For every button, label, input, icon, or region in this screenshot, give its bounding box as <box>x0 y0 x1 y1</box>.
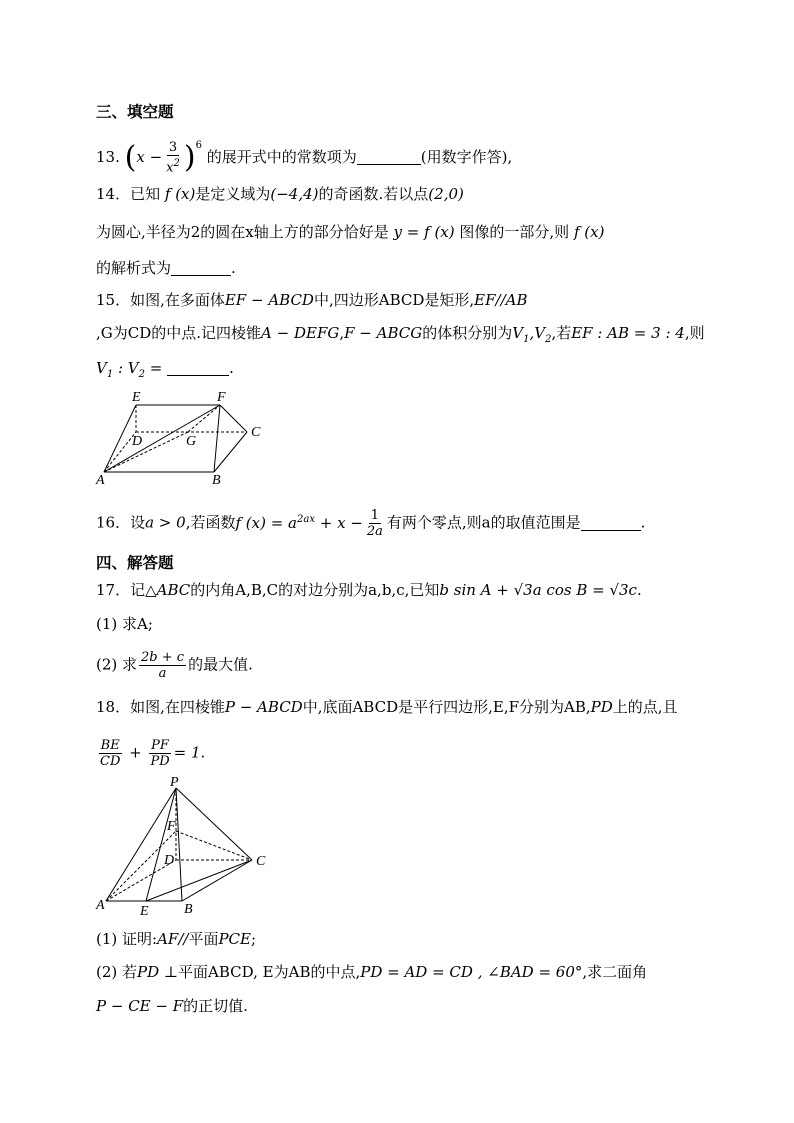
label-f: F <box>167 819 176 834</box>
q14-fx: f (x) <box>164 185 196 203</box>
q18-part-2b: PD ⊥ <box>137 963 179 981</box>
q16-end: . <box>640 513 646 532</box>
question-15-line-1 <box>96 290 527 310</box>
q15-line-2c: ,若 <box>551 324 572 342</box>
q15-parallel: EF//AB <box>474 291 528 309</box>
q13-rparen: ) <box>183 140 196 175</box>
q18-text-1: 中,底面ABCD是平行四边形,E,F分别为AB, <box>302 698 591 716</box>
q14-y-eq-fx: y = f (x) <box>388 223 460 241</box>
q18-fraction-2 <box>148 738 171 769</box>
section-3-heading: 三、填空题 <box>96 103 174 121</box>
label-c: C <box>256 854 266 869</box>
q17-part-2 <box>96 650 253 681</box>
figure-pyramid <box>92 776 272 916</box>
q17-equation: b sin A + √3a cos B = √3c <box>439 581 637 599</box>
q15-line-2b: 的体积分别为 <box>422 324 513 342</box>
q17-triangle: △ABC <box>145 581 191 599</box>
q15-polyhedron: EF − ABCD <box>224 291 314 309</box>
question-13 <box>96 136 512 176</box>
q15-answer-blank[interactable] <box>167 360 229 376</box>
edge-pa <box>106 788 176 901</box>
label-a: A <box>96 898 105 913</box>
q18-part-1e: ; <box>250 930 257 948</box>
q18-part-1c: 平面 <box>188 930 219 948</box>
q18-part-2d: PD = AD = CD , ∠BAD = 60° <box>360 963 583 981</box>
q14-line-3: 的解析式为 <box>96 259 172 277</box>
q13-lparen: ( <box>124 140 137 175</box>
q18-line-3b: 的正切值. <box>183 997 248 1015</box>
q15-text-1: 中,四边形ABCD是矩形, <box>313 291 475 309</box>
q16-function: f $(x) = a^{2ax} + x$ − <box>235 513 363 532</box>
q18-text-2: 上的点,且 <box>612 698 678 716</box>
edge-pb <box>176 788 182 901</box>
q17-number: 17．记 <box>96 581 146 599</box>
edge-gf <box>188 405 220 432</box>
q14-text-2: 的奇函数.若以点 <box>318 185 429 203</box>
figure-polyhedron <box>92 390 272 485</box>
q14-domain: (−4,4) <box>270 185 319 203</box>
q14-line-2b: 图像的一部分,则 <box>459 223 570 241</box>
label-f: F <box>217 390 226 405</box>
q17-part-1: (1) 求A; <box>96 615 153 633</box>
q16-frac-den: 2a <box>366 524 383 539</box>
q18-part-2c: 平面ABCD, E为AB的中点, <box>178 963 361 981</box>
q15-line-2d: ,则 <box>684 324 705 342</box>
label-g: G <box>186 434 197 449</box>
edge-ec <box>146 860 252 901</box>
question-15-line-3 <box>96 358 234 385</box>
q18-f2-den: PD <box>150 754 170 769</box>
q18-part-2-line-2 <box>96 996 248 1016</box>
q13-frac-den: $x^2$ <box>166 158 180 176</box>
q14-line-2a: 为圆心,半径为2的圆在x轴上方的部分恰好是 <box>96 223 389 241</box>
edge-bc <box>182 860 252 901</box>
q18-eq-end: = 1. <box>173 743 206 762</box>
q17-frac-num: 2b + c <box>141 650 185 665</box>
question-15-line-2 <box>96 323 705 350</box>
q18-part-2a: (2) 若 <box>96 963 138 981</box>
question-14-line-3 <box>96 258 236 278</box>
question-17 <box>96 580 642 600</box>
q13-frac-num: 3 <box>168 140 178 156</box>
q16-text-2: 有两个零点,则a的取值范围是 <box>386 513 581 532</box>
q13-fraction <box>164 140 182 175</box>
q17-fraction <box>139 650 186 681</box>
q18-f2-num: PF <box>151 738 169 753</box>
q14-point: (2,0) <box>428 185 464 203</box>
q15-ratio: EF : AB = 3 : 4 <box>571 324 685 342</box>
q15-pyramid-2: F − ABCG <box>344 324 423 342</box>
q16-number: 16．设 <box>96 513 146 532</box>
q18-dihedral: P − CE − F <box>96 997 184 1015</box>
label-p: P <box>170 776 179 790</box>
label-e: E <box>132 390 141 405</box>
q17-end: . <box>636 581 642 599</box>
q13-answer-blank[interactable] <box>357 149 421 165</box>
q16-answer-blank[interactable] <box>581 515 641 531</box>
label-d: D <box>164 853 175 868</box>
question-16 <box>96 508 645 539</box>
q18-pyramid: P − ABCD <box>224 698 303 716</box>
label-a: A <box>96 473 105 485</box>
q16-condition: a > 0 <box>145 513 186 532</box>
question-14-line-1 <box>96 184 464 204</box>
question-18-line-2 <box>96 738 205 769</box>
q18-part-2 <box>96 962 647 982</box>
q18-part-1d: PCE <box>218 930 251 948</box>
edge-bc <box>214 432 247 472</box>
q16-fraction <box>365 508 385 539</box>
q17-part-2b: 的最大值. <box>188 655 253 674</box>
q16-frac-num: 1 <box>370 508 380 523</box>
q18-number: 18．如图,在四棱锥 <box>96 698 225 716</box>
label-b: B <box>184 902 193 916</box>
q18-part-1b: AF// <box>157 930 189 948</box>
q14-fx-2: f (x) <box>569 223 605 241</box>
q18-part-1 <box>96 929 256 949</box>
q14-end: . <box>231 259 236 277</box>
label-b: B <box>212 473 221 485</box>
q14-text-1: 是定义域为 <box>195 185 271 203</box>
q18-fraction-1 <box>98 738 122 769</box>
q15-volumes: $V_1,V_2$ <box>512 324 552 345</box>
question-14-line-2 <box>96 222 604 242</box>
q15-pyramid-1: A − DEFG <box>261 324 340 342</box>
q18-plus: + <box>124 743 147 762</box>
q15-comma: , <box>339 324 345 342</box>
section-4-heading: 四、解答题 <box>96 554 174 572</box>
label-c: C <box>251 425 261 440</box>
q17-text-1: 的内角A,B,C的对边分别为a,b,c,已知 <box>190 581 440 599</box>
edge-af <box>104 405 220 472</box>
edge-fb <box>214 405 220 472</box>
q18-part-1a: (1) 证明: <box>96 930 158 948</box>
label-d: D <box>132 434 143 449</box>
q14-number: 14．已知 <box>96 185 161 203</box>
q16-text-1: ,若函数 <box>185 513 236 532</box>
q13-x: x − <box>136 148 163 166</box>
q18-f1-den: CD <box>100 754 121 769</box>
q13-text: 的展开式中的常数项为 <box>206 148 357 166</box>
q17-frac-den: a <box>158 666 167 681</box>
edge-ag <box>104 432 188 472</box>
q13-hint: (用数字作答), <box>420 148 513 166</box>
q14-answer-blank[interactable] <box>171 260 231 276</box>
q13-number: 13. <box>96 148 120 166</box>
edge-fc <box>220 405 247 432</box>
edge-pc <box>176 788 252 860</box>
edge-pe <box>146 788 176 901</box>
q15-line-2a: ,G为CD的中点.记四棱锥 <box>96 324 262 342</box>
edge-fc <box>176 831 252 860</box>
question-18-line-1 <box>96 697 678 717</box>
q17-part-2a: (2) 求 <box>96 655 138 674</box>
q15-number: 15．如图,在多面体 <box>96 291 225 309</box>
q18-pd: PD <box>590 698 613 716</box>
q15-volume-ratio: $V_1$ : $V_2$ = <box>96 359 168 380</box>
label-e: E <box>140 904 149 916</box>
q15-end: . <box>229 359 234 377</box>
q13-exponent: 6 <box>195 140 202 151</box>
q18-part-2e: ,求二面角 <box>582 963 648 981</box>
q18-f1-num: BE <box>100 738 120 753</box>
